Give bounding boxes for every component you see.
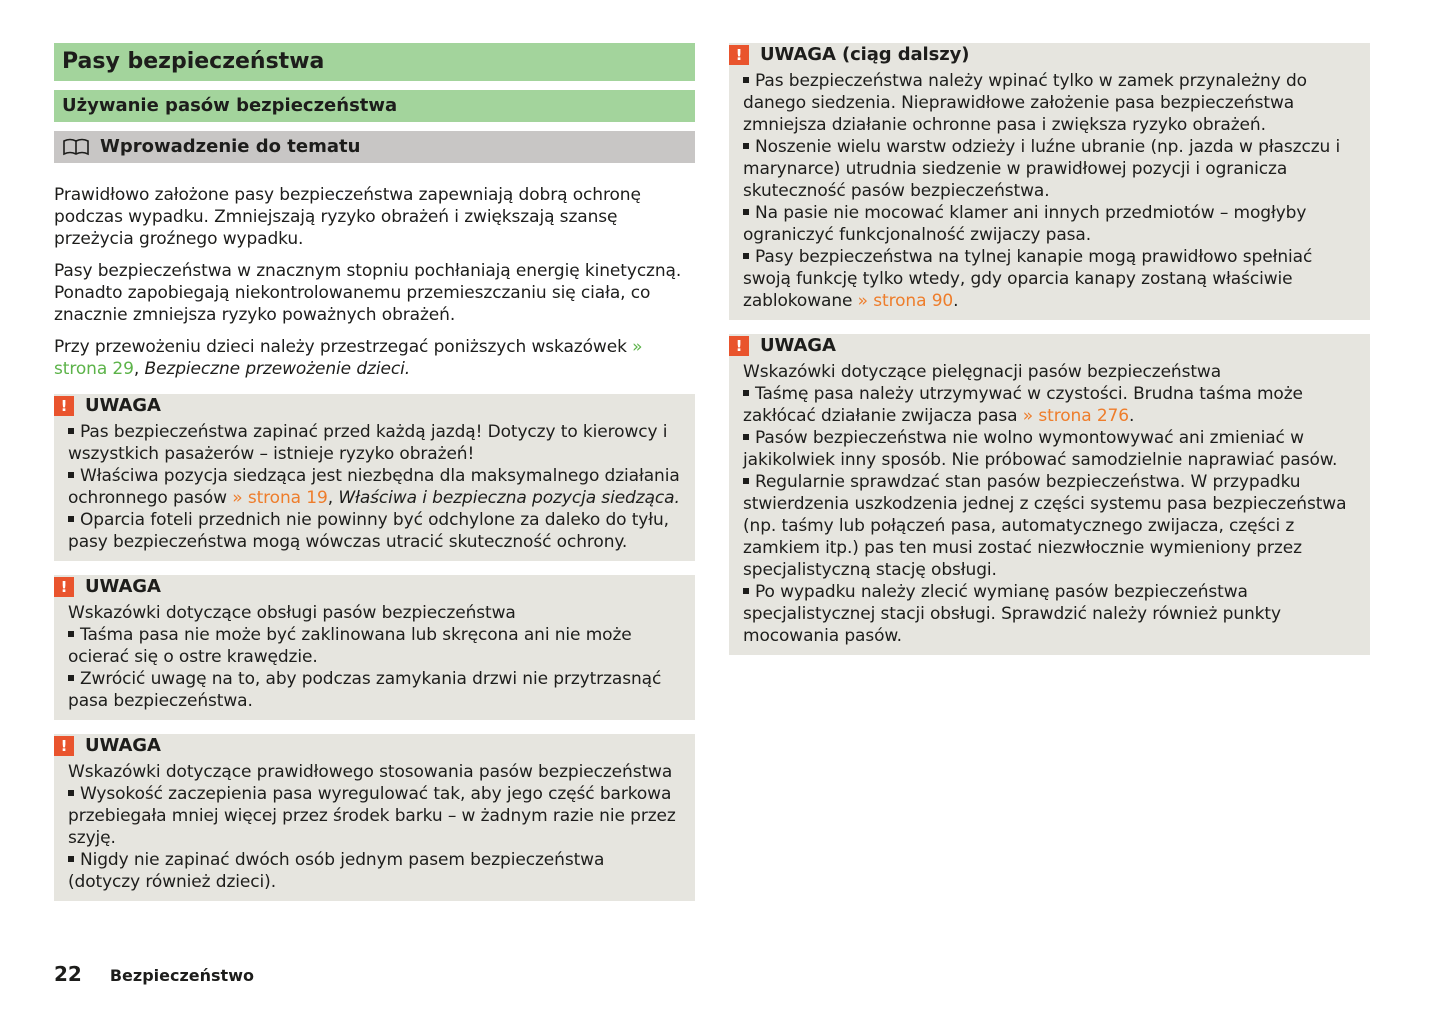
para3-text: Przy przewożeniu dzieci należy przestrzegać poniższych wskazówek [54, 337, 627, 357]
bullet-text: Noszenie wielu warstw odzieży i luźne ubranie (np. jazda w płaszczu i marynarce) utrudnia siedzenie w prawidłowej pozycji i ogranicza skuteczność pasów bezpieczeństwa. [743, 137, 1341, 201]
bullet-icon [743, 478, 749, 484]
warning-bullet [68, 421, 681, 465]
bullet-text: Pas bezpieczeństwa zapinać przed każdą jazdą! Dotyczy to kierowcy i wszystkich pasażerów – istnieje ryzyko obrażeń! [68, 422, 668, 464]
bullet-icon [68, 790, 74, 796]
page-90-link[interactable]: » strona 90 [857, 291, 954, 311]
warning-bullet [68, 465, 681, 509]
bullet-icon [743, 143, 749, 149]
bullet-text: Pasów bezpieczeństwa nie wolno wymontowywać ani zmieniać w jakikolwiek inny sposób. Nie próbować samodzielnie naprawiać pasów. [743, 428, 1338, 470]
warning-box-2 [54, 575, 695, 720]
warning-header [729, 334, 1356, 358]
bullet-italic: Właściwa i bezpieczna pozycja siedząca. [338, 488, 680, 508]
bullet-end: . [1128, 406, 1135, 426]
bullet-icon [743, 588, 749, 594]
bullet-icon [68, 428, 74, 434]
warning-box-5 [729, 334, 1370, 655]
warning-icon: ! [729, 45, 749, 65]
warning-bullet [68, 668, 681, 712]
page-29-link[interactable]: » strona 29 [54, 337, 643, 379]
intro-heading-bar [54, 131, 695, 163]
warning-label: UWAGA [760, 335, 836, 356]
bullet-text: Pasy bezpieczeństwa na tylnej kanapie mogą prawidłowo spełniać swoją funkcję tylko wtedy, gdy oparcia kanapy zostaną właściwie zablokowane [743, 247, 1313, 311]
right-column [729, 43, 1370, 669]
warning-icon: ! [54, 577, 74, 597]
warning-bullet [68, 509, 681, 553]
page-title: Pasy bezpieczeństwa [54, 43, 695, 81]
section-subtitle: Używanie pasów bezpieczeństwa [54, 90, 695, 122]
page-footer [54, 962, 254, 986]
bullet-icon [743, 209, 749, 215]
warning-header [54, 394, 681, 418]
warning-header [729, 43, 1356, 67]
bullet-text: Oparcia foteli przednich nie powinny być odchylone za daleko do tyłu, pasy bezpieczeństwa mogą wówczas utracić skuteczność ochrony. [68, 510, 669, 552]
bullet-icon [743, 253, 749, 259]
warning-bullet [743, 70, 1356, 136]
warning-label: UWAGA [85, 395, 161, 416]
warning-bullet [68, 783, 681, 849]
warning-intro: Wskazówki dotyczące pielęgnacji pasów bezpieczeństwa [743, 362, 1222, 382]
bullet-text: Regularnie sprawdzać stan pasów bezpieczeństwa. W przypadku stwierdzenia uszkodzenia jednej z części systemu pasa bezpieczeństwa (np. taśmy lub połączeń pasa, automatycznego zwijacza, części z zamkiem itp.) pas ten musi zostać niezwłocznie wymieniony przez specjalistyczną stację obsługi. [743, 472, 1347, 580]
intro-paragraph-1: Prawidłowo założone pasy bezpieczeństwa zapewniają dobrą ochronę podczas wypadku. Zmniejszają ryzyko obrażeń i zwiększają szansę przeżycia groźnego wypadku. [54, 185, 641, 249]
warning-box-3 [54, 734, 695, 901]
bullet-end: . [953, 291, 959, 311]
bullet-icon [68, 472, 74, 478]
left-column [54, 43, 695, 915]
warning-box-1 [54, 394, 695, 561]
warning-bullet [743, 246, 1356, 312]
warning-bullet [743, 471, 1356, 581]
warning-bullet [743, 136, 1356, 202]
para3-sep: , [133, 359, 140, 379]
bullet-text: Właściwa pozycja siedząca jest niezbędna dla maksymalnego działania ochronnego pasów [68, 466, 680, 508]
warning-icon: ! [54, 736, 74, 756]
warning-label: UWAGA (ciąg dalszy) [760, 44, 970, 65]
intro-paragraph-2: Pasy bezpieczeństwa w znacznym stopniu pochłaniają energię kinetyczną. Ponadto zapobiegają niekontrolowanemu przemieszczaniu się ciała, co znacznie zmniejsza ryzyko poważnych obrażeń. [54, 261, 682, 325]
bullet-text: Nigdy nie zapinać dwóch osób jednym pasem bezpieczeństwa (dotyczy również dzieci). [68, 850, 605, 892]
bullet-icon [743, 77, 749, 83]
warning-icon: ! [729, 336, 749, 356]
bullet-text: Taśmę pasa należy utrzymywać w czystości. Brudna taśma może zakłócać działanie zwijacza pasa [743, 384, 1303, 426]
bullet-icon [68, 631, 74, 637]
bullet-icon [68, 675, 74, 681]
bullet-text: Pas bezpieczeństwa należy wpinać tylko w zamek przynależny do danego siedzenia. Nieprawidłowe założenie pasa bezpieczeństwa zmniejsza działanie ochronne pasa i zwiększa ryzyko obrażeń. [743, 71, 1307, 135]
bullet-text: Po wypadku należy zlecić wymianę pasów bezpieczeństwa specjalistycznej stacji obsługi. Sprawdzić należy również punkty mocowania pasów. [743, 582, 1281, 646]
warning-box-4 [729, 43, 1370, 320]
warning-label: UWAGA [85, 735, 161, 756]
bullet-text: Zwrócić uwagę na to, aby podczas zamykania drzwi nie przytrzasnąć pasa bezpieczeństwa. [68, 669, 662, 711]
warning-bullet [743, 581, 1356, 647]
warning-bullet [68, 849, 681, 893]
bullet-sep: , [327, 488, 334, 508]
warning-intro: Wskazówki dotyczące prawidłowego stosowania pasów bezpieczeństwa [68, 762, 673, 782]
warning-intro: Wskazówki dotyczące obsługi pasów bezpieczeństwa [68, 603, 516, 623]
para3-italic: Bezpieczne przewożenie dzieci. [144, 359, 411, 379]
page-number: 22 [54, 962, 82, 986]
warning-bullet [743, 427, 1356, 471]
warning-bullet [68, 624, 681, 668]
warning-bullet [743, 383, 1356, 427]
intro-heading: Wprowadzenie do tematu [100, 136, 361, 157]
warning-bullet [743, 202, 1356, 246]
warning-header [54, 734, 681, 758]
bullet-text: Wysokość zaczepienia pasa wyregulować tak, aby jego część barkowa przebiegała mniej więcej przez środek barku – w żadnym razie nie przez szyję. [68, 784, 676, 848]
intro-paragraph-3 [54, 336, 695, 380]
bullet-text: Taśma pasa nie może być zaklinowana lub skręcona ani nie może ocierać się o ostre krawędzie. [68, 625, 632, 667]
bullet-icon [68, 856, 74, 862]
footer-section: Bezpieczeństwo [109, 966, 254, 985]
warning-label: UWAGA [85, 576, 161, 597]
bullet-text: Na pasie nie mocować klamer ani innych przedmiotów – mogłyby ograniczyć funkcjonalność zwijaczy pasa. [743, 203, 1307, 245]
bullet-icon [743, 390, 749, 396]
bullet-icon [743, 434, 749, 440]
page-276-link[interactable]: » strona 276 [1022, 406, 1129, 426]
warning-icon: ! [54, 396, 74, 416]
page-19-link[interactable]: » strona 19 [232, 488, 328, 508]
warning-header [54, 575, 681, 599]
book-icon [62, 138, 90, 156]
bullet-icon [68, 516, 74, 522]
